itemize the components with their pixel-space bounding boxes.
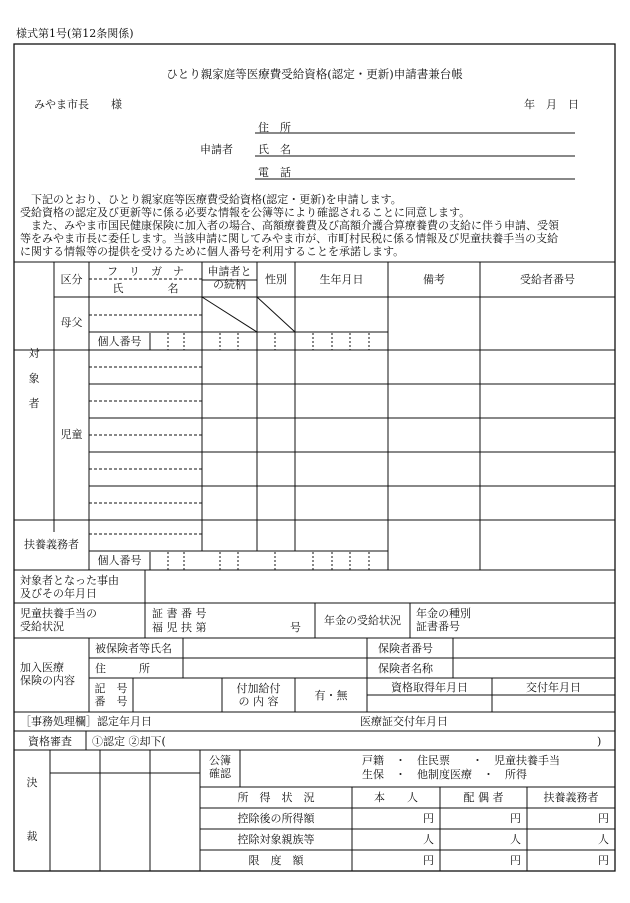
insurer-no-label: 保険者番号 — [378, 642, 433, 655]
header-recipient-no: 受給者番号 — [520, 273, 575, 286]
insured-name-label: 被保険者等氏名 — [95, 642, 172, 655]
header-furigana: フ リ ガ ナ — [107, 265, 184, 278]
supporter-header: 扶養義務者 — [543, 791, 599, 804]
body-line-3: また、みやま市国民健康保険に加入者の場合、高額療養費及び高額介護合算療養費の支給に伴う申請、受領 — [20, 219, 559, 232]
fukuji-label: 福 児 扶 第 — [152, 621, 207, 634]
child-label: 児童 — [60, 428, 83, 441]
income-status-header: 所 得 状 況 — [237, 791, 315, 804]
supporter-kojin-bango: 個人番号 — [97, 554, 142, 567]
form-title: ひとり親家庭等医療費受給資格(認定・更新)申請書兼台帳 — [166, 67, 463, 81]
income-row-unit-person: 円 — [423, 812, 434, 825]
income-row-label: 控除後の所得額 — [237, 812, 315, 825]
office-label: ［事務処理欄］認定年月日 — [20, 715, 152, 728]
person-header: 本 人 — [374, 791, 418, 804]
dependents-row-unit-spouse: 人 — [510, 833, 521, 846]
limit-row-unit-person: 円 — [423, 854, 434, 867]
cert-no-label: 証 書 番 号 — [152, 607, 207, 620]
header-name: 氏 名 — [112, 282, 179, 295]
body-line-5: に関する情報等の提供を受けるために個人番号を利用することを承諾します。 — [20, 245, 405, 258]
insurer-name-label: 保険者名称 — [378, 662, 433, 675]
applicant-label: 申請者 — [200, 143, 233, 156]
insurance-label: 加入医療 保険の内容 — [20, 661, 75, 687]
symbol-no-label: 記 号 番 号 — [94, 682, 128, 708]
header-birth: 生年月日 — [319, 273, 364, 286]
limit-row-unit-supporter: 円 — [598, 854, 609, 867]
form-number: 様式第1号(第12条関係) — [16, 27, 134, 40]
public-record-label: 公簿 確認 — [209, 754, 231, 780]
income-row-unit-supporter: 円 — [598, 812, 609, 825]
kessai-label: 決 裁 — [26, 776, 38, 843]
header-kubun: 区分 — [60, 273, 83, 286]
checks-row-1: 戸籍 ・ 住民票 ・ 児童扶養手当 — [362, 754, 560, 767]
card-issue-label: 医療証交付年月日 — [360, 715, 448, 728]
dependents-row-unit-person: 人 — [423, 833, 434, 846]
body-line-1: 下記のとおり、ひとり親家庭等医療費受給資格(認定・更新)を申請します。 — [20, 193, 402, 206]
applicant-address-label: 住 所 — [258, 121, 291, 134]
acquired-date-label: 資格取得年月日 — [391, 681, 468, 694]
pension-status-label: 年金の受給状況 — [324, 614, 401, 627]
checks-row-2: 生保 ・ 他制度医療 ・ 所得 — [362, 768, 527, 781]
additional-label: 付加給付 の 内 容 — [236, 682, 281, 708]
yes-no: 有・無 — [314, 689, 348, 702]
body-line-2: 受給資格の認定及び更新等に係る必要な情報を公簿等により確認されることに同意します。 — [20, 206, 471, 219]
header-relation: 申請者と の続柄 — [207, 265, 252, 291]
header-sex: 性別 — [265, 273, 287, 286]
reason-label: 対象者となった事由 及びその年月日 — [20, 574, 119, 600]
parent-label: 母父 — [60, 316, 83, 329]
issue-date-label: 交付年月日 — [526, 681, 581, 694]
insured-address-label: 住 所 — [95, 662, 150, 675]
date-label: 年 月 日 — [524, 98, 579, 111]
review-label: 資格審査 — [28, 735, 72, 748]
go-label: 号 — [290, 621, 301, 634]
applicant-name-label: 氏 名 — [258, 143, 291, 156]
applicant-phone-label: 電 話 — [258, 166, 291, 179]
limit-row-unit-spouse: 円 — [510, 854, 521, 867]
limit-row-label: 限 度 額 — [248, 854, 304, 867]
income-row-unit-spouse: 円 — [510, 812, 521, 825]
pension-type-label: 年金の種別 証書番号 — [416, 607, 471, 633]
spouse-header: 配 偶 者 — [463, 791, 504, 804]
dependents-row-unit-supporter: 人 — [598, 833, 609, 846]
parent-kojin-bango: 個人番号 — [97, 335, 142, 348]
child-allowance-label: 児童扶養手当の 受給状況 — [20, 607, 97, 633]
decision-text: ①認定 ②却下( — [92, 735, 166, 748]
target-label: 対 象 者 — [28, 347, 40, 410]
header-remarks: 備考 — [423, 273, 445, 286]
supporter-label: 扶養義務者 — [24, 538, 79, 551]
decision-close: ) — [597, 735, 602, 748]
dependents-row-label: 控除対象親族等 — [237, 833, 315, 846]
addressee: みやま市長 様 — [34, 98, 122, 111]
body-line-4: 等をみやま市長に委任します。当該申請に関してみやま市が、市町村民税に係る情報及び児童扶養手当の支給 — [20, 232, 559, 245]
